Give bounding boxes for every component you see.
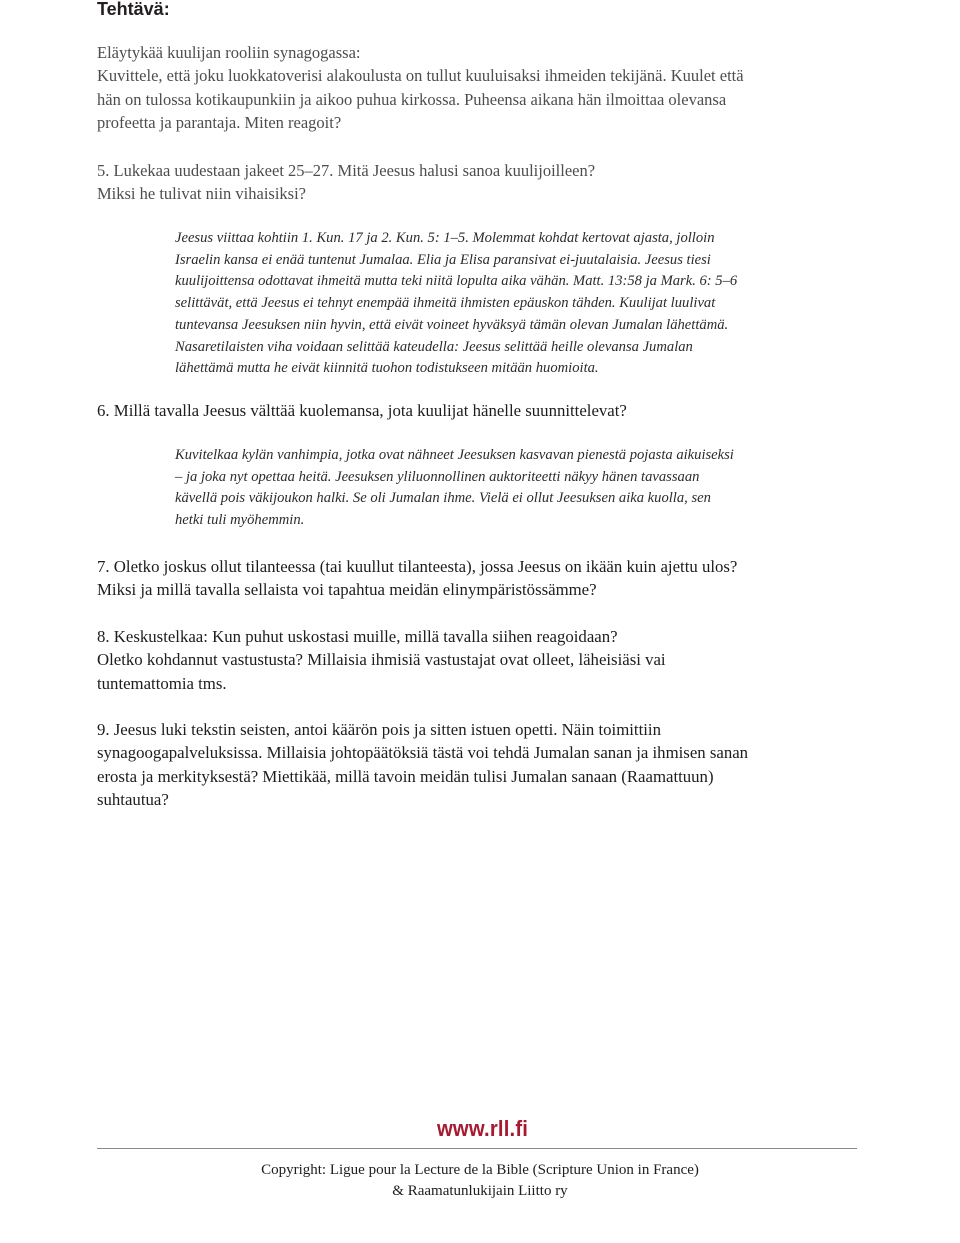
- intro-line: Kuvittele, että joku luokkatoverisi alakoulusta on tullut kuuluisaksi ihmeiden tekijänä. Kuulet että: [97, 66, 744, 86]
- question-7-line: 7. Oletko joskus ollut tilanteessa (tai kuullut tilanteesta), jossa Jeesus on ikään kuin ajettu ulos?: [97, 557, 738, 576]
- note-5-line: tuntevansa Jeesuksen niin hyvin, että eivät voineet hyväksyä tämän olevan Jumalan lähettämä.: [175, 316, 729, 333]
- question-8-line: 8. Keskustelkaa: Kun puhut uskostasi muille, millä tavalla siihen reagoidaan?: [97, 627, 618, 646]
- note-5-line: Jeesus viittaa kohtiin 1. Kun. 17 ja 2. Kun. 5: 1–5. Molemmat kohdat kertovat ajasta, jolloin: [175, 230, 715, 246]
- answer-note-6: [175, 445, 855, 532]
- question-9-line: 9. Jeesus luki tekstin seisten, antoi käärön pois ja sitten istuen opetti. Näin toimittiin: [97, 720, 661, 739]
- note-6-line: hetki tuli myöhemmin.: [175, 512, 305, 529]
- note-6-line: – ja joka nyt opettaa heitä. Jeesuksen yliluonnollinen auktoriteetti näkyy hänen tavassaan: [175, 468, 700, 485]
- copyright-line: & Raamatunlukijain Liitto ry: [392, 1183, 568, 1199]
- footer-copyright: [0, 1160, 960, 1202]
- question-7: [97, 555, 737, 602]
- question-6-line: 6. Millä tavalla Jeesus välttää kuolemansa, jota kuulijat hänelle suunnittelevat?: [97, 401, 627, 420]
- copyright-line: Copyright: Ligue pour la Lecture de la Bible (Scripture Union in France): [261, 1162, 699, 1178]
- question-9: [97, 718, 748, 811]
- question-6: [97, 399, 627, 422]
- question-9-line: erosta ja merkityksestä? Miettikää, millä tavoin meidän tulisi Jumalan sanaan (Raamattuun): [97, 766, 714, 786]
- footer-divider: [97, 1148, 857, 1149]
- question-8-line: Oletko kohdannut vastustusta? Millaisia ihmisiä vastustajat ovat olleet, läheisiäsi vai: [97, 650, 666, 670]
- intro-line: hän on tulossa kotikaupunkiin ja aikoo puhua kirkossa. Puheensa aikana hän ilmoittaa olevansa: [97, 89, 727, 109]
- question-8: [97, 625, 666, 695]
- question-5: [97, 159, 595, 206]
- task-heading: Tehtävä:: [97, 0, 170, 19]
- intro-line: profeetta ja parantaja. Miten reagoit?: [97, 112, 342, 132]
- question-5-line: 5. Lukekaa uudestaan jakeet 25–27. Mitä Jeesus halusi sanoa kuulijoilleen?: [97, 161, 596, 180]
- note-5-line: lähettämä mutta he eivät kiinnitä tuohon todistukseen mitään huomioita.: [175, 360, 599, 377]
- question-8-line: tuntemattomia tms.: [97, 673, 227, 693]
- answer-note-5: [175, 228, 855, 380]
- question-5-line: Miksi he tulivat niin vihaisiksi?: [97, 184, 306, 204]
- intro-line: Eläytykää kuulijan rooliin synagogassa:: [97, 43, 361, 62]
- question-9-line: suhtautua?: [97, 789, 169, 809]
- question-7-line: Miksi ja millä tavalla sellaista voi tapahtua meidän elinympäristössämme?: [97, 580, 597, 600]
- note-5-line: selittävät, että Jeesus ei tehnyt enempää ihmeitä ihmisten epäuskon tähden. Kuulijat luulivat: [175, 295, 716, 312]
- question-9-line: synagoogapalveluksissa. Millaisia johtopäätöksiä tästä voi tehdä Jumalan sanan ja ihmisen sanan: [97, 743, 749, 763]
- note-6-line: Kuvitelkaa kylän vanhimpia, jotka ovat nähneet Jeesuksen kasvavan pienestä pojasta aikuiseksi: [175, 447, 734, 463]
- intro-paragraph: [97, 41, 744, 134]
- rll-website-logo[interactable]: www.rll.fi: [437, 1116, 529, 1141]
- note-5-line: kuulijoittensa odottavat ihmeitä mutta teki niitä lopulta aika vähän. Matt. 13:58 ja Mark. 6: 5–6: [175, 273, 738, 290]
- note-5-line: Israelin kansa ei enää tuntenut Jumalaa. Elia ja Elisa paransivat ei-juutalaisia. Jeesus tiesi: [175, 251, 711, 268]
- note-5-line: Nasaretilaisten viha voidaan selittää kateudella: Jeesus selittää heille olevansa Jumalan: [175, 338, 693, 355]
- note-6-line: kävellä pois väkijoukon halki. Se oli Jumalan ihme. Vielä ei ollut Jeesuksen aika kuolla, sen: [175, 490, 711, 507]
